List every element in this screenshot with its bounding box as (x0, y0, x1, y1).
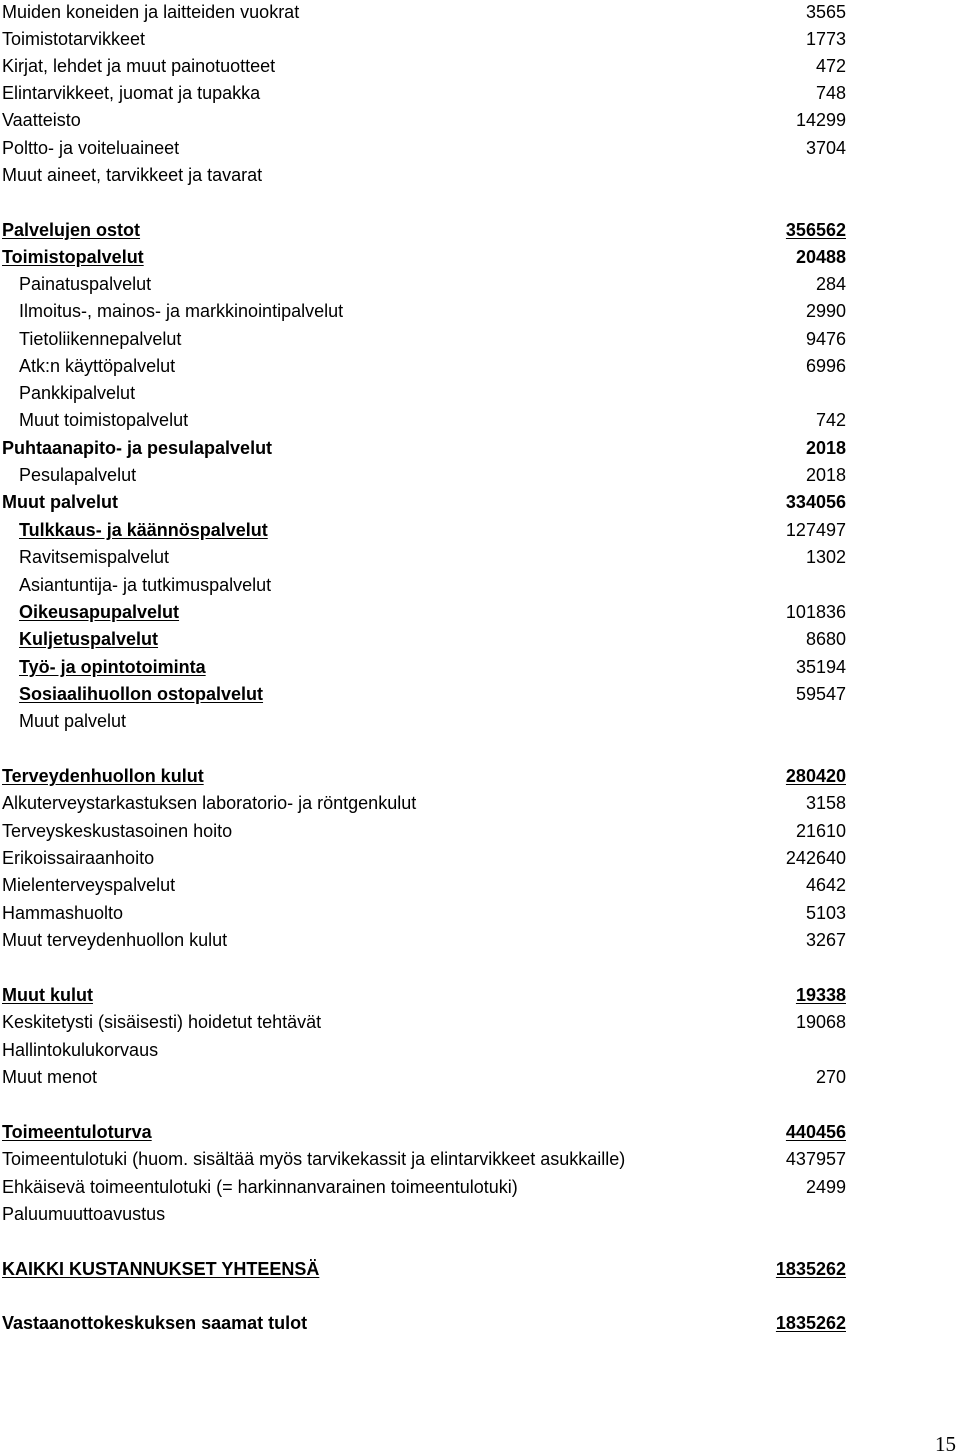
row-value: 9476 (805, 329, 846, 349)
row-value: 2990 (805, 301, 846, 321)
list-item (0, 682, 846, 708)
row-label: Ehkäisevä toimeentulotuki (= harkinnanvarainen toimeentulotuki) (2, 1177, 518, 1197)
list-item (0, 1010, 846, 1036)
row-value: 1835262 (775, 1259, 846, 1279)
row-label: Vastaanottokeskuksen saamat tulot (2, 1313, 308, 1333)
row-value: 3704 (805, 138, 846, 158)
list-item (0, 54, 846, 80)
row-value: 440456 (785, 1122, 846, 1142)
section-header-muut-kulut (0, 983, 846, 1009)
row-label: Muut menot (2, 1067, 98, 1087)
subsection-header (0, 490, 846, 516)
subsection-header (0, 245, 846, 271)
list-item (0, 1038, 846, 1064)
row-value: 127497 (785, 520, 846, 540)
row-label: Terveyskeskustasoinen hoito (2, 821, 233, 841)
row-value: 8680 (805, 629, 846, 649)
row-label: Muut terveydenhuollon kulut (2, 930, 228, 950)
row-label: Tulkkaus- ja käännöspalvelut (19, 520, 268, 540)
row-label: KAIKKI KUSTANNUKSET YHTEENSÄ (2, 1259, 320, 1279)
row-value: 19068 (795, 1012, 846, 1032)
list-item (0, 709, 846, 735)
row-value: 270 (815, 1067, 846, 1087)
section-header-terveydenhuolto (0, 764, 846, 790)
row-value: 3158 (805, 793, 846, 813)
row-label: Sosiaalihuollon ostopalvelut (19, 684, 264, 704)
row-label: Hallintokulukorvaus (2, 1040, 159, 1060)
row-label: Hammashuolto (2, 903, 124, 923)
row-value: 14299 (795, 110, 846, 130)
row-label: Toimeentuloturva (2, 1122, 152, 1142)
row-value: 1302 (805, 547, 846, 567)
row-label: Oikeusapupalvelut (19, 602, 180, 622)
row-label: Mielenterveyspalvelut (2, 875, 176, 895)
list-item (0, 381, 846, 407)
row-value: 280420 (785, 766, 846, 786)
row-value: 437957 (785, 1149, 846, 1169)
row-label: Vaatteisto (2, 110, 81, 130)
row-label: Tietoliikennepalvelut (19, 329, 182, 349)
row-label: Työ- ja opintotoiminta (19, 657, 206, 677)
row-label: Toimistotarvikkeet (2, 29, 146, 49)
list-item (0, 655, 846, 681)
list-item (0, 108, 846, 134)
row-label: Ilmoitus-, mainos- ja markkinointipalvelut (19, 301, 344, 321)
row-value: 1835262 (775, 1313, 846, 1333)
row-label: Erikoissairaanhoito (2, 848, 155, 868)
income-row (0, 1311, 846, 1337)
row-value: 3565 (805, 2, 846, 22)
row-label: Muut palvelut (19, 711, 127, 731)
list-item (0, 873, 846, 899)
list-item (0, 1202, 846, 1228)
row-value: 6996 (805, 356, 846, 376)
row-value: 742 (815, 410, 846, 430)
list-item (0, 518, 846, 544)
row-value: 21610 (795, 821, 846, 841)
row-value: 242640 (785, 848, 846, 868)
list-item (0, 272, 846, 298)
list-item (0, 1175, 846, 1201)
row-value: 4642 (805, 875, 846, 895)
row-label: Elintarvikkeet, juomat ja tupakka (2, 83, 261, 103)
row-label: Toimeentulotuki (huom. sisältää myös tarvikekassit ja elintarvikkeet asukkaille) (2, 1149, 626, 1169)
row-value: 5103 (805, 903, 846, 923)
subsection-header (0, 436, 846, 462)
list-item (0, 354, 846, 380)
row-label: Pesulapalvelut (19, 465, 137, 485)
list-item (0, 573, 846, 599)
row-value: 3267 (805, 930, 846, 950)
row-value: 334056 (785, 492, 846, 512)
list-item (0, 408, 846, 434)
row-label: Palvelujen ostot (2, 220, 141, 240)
list-item (0, 901, 846, 927)
list-item (0, 627, 846, 653)
row-value: 748 (815, 83, 846, 103)
row-label: Muut palvelut (2, 492, 118, 512)
list-item (0, 81, 846, 107)
list-item (0, 819, 846, 845)
row-label: Terveydenhuollon kulut (2, 766, 204, 786)
row-value: 1773 (805, 29, 846, 49)
row-label: Paluumuuttoavustus (2, 1204, 166, 1224)
row-label: Poltto- ja voiteluaineet (2, 138, 180, 158)
row-label: Atk:n käyttöpalvelut (19, 356, 176, 376)
row-value: 2499 (805, 1177, 846, 1197)
list-item (0, 0, 846, 26)
list-item (0, 463, 846, 489)
row-value: 59547 (795, 684, 846, 704)
row-value: 19338 (795, 985, 846, 1005)
row-value: 2018 (805, 465, 846, 485)
row-value: 35194 (795, 657, 846, 677)
row-value: 356562 (785, 220, 846, 240)
row-value: 284 (815, 274, 846, 294)
list-item (0, 846, 846, 872)
row-label: Painatuspalvelut (19, 274, 152, 294)
row-label: Muut toimistopalvelut (19, 410, 189, 430)
list-item (0, 545, 846, 571)
row-label: Toimistopalvelut (2, 247, 144, 267)
list-item (0, 163, 846, 189)
row-value: 101836 (785, 602, 846, 622)
section-header-palvelujen-ostot (0, 218, 846, 244)
row-label: Puhtaanapito- ja pesulapalvelut (2, 438, 273, 458)
row-label: Muut kulut (2, 985, 93, 1005)
list-item (0, 791, 846, 817)
row-label: Asiantuntija- ja tutkimuspalvelut (19, 575, 272, 595)
row-value: 20488 (795, 247, 846, 267)
row-label: Muiden koneiden ja laitteiden vuokrat (2, 2, 300, 22)
row-label: Kuljetuspalvelut (19, 629, 159, 649)
list-item (0, 27, 846, 53)
grand-total-row (0, 1257, 846, 1283)
list-item (0, 327, 846, 353)
row-label: Ravitsemispalvelut (19, 547, 170, 567)
list-item (0, 928, 846, 954)
row-label: Kirjat, lehdet ja muut painotuotteet (2, 56, 276, 76)
row-label: Alkuterveystarkastuksen laboratorio- ja röntgenkulut (2, 793, 417, 813)
list-item (0, 299, 846, 325)
list-item (0, 600, 846, 626)
row-label: Keskitetysti (sisäisesti) hoidetut tehtävät (2, 1012, 322, 1032)
row-label: Pankkipalvelut (19, 383, 136, 403)
row-label: Muut aineet, tarvikkeet ja tavarat (2, 165, 263, 185)
list-item (0, 1065, 846, 1091)
row-value: 472 (815, 56, 846, 76)
section-header-toimeentuloturva (0, 1120, 846, 1146)
list-item (0, 1147, 846, 1173)
row-value: 2018 (805, 438, 846, 458)
list-item (0, 136, 846, 162)
page-number: 15 (935, 1432, 956, 1456)
